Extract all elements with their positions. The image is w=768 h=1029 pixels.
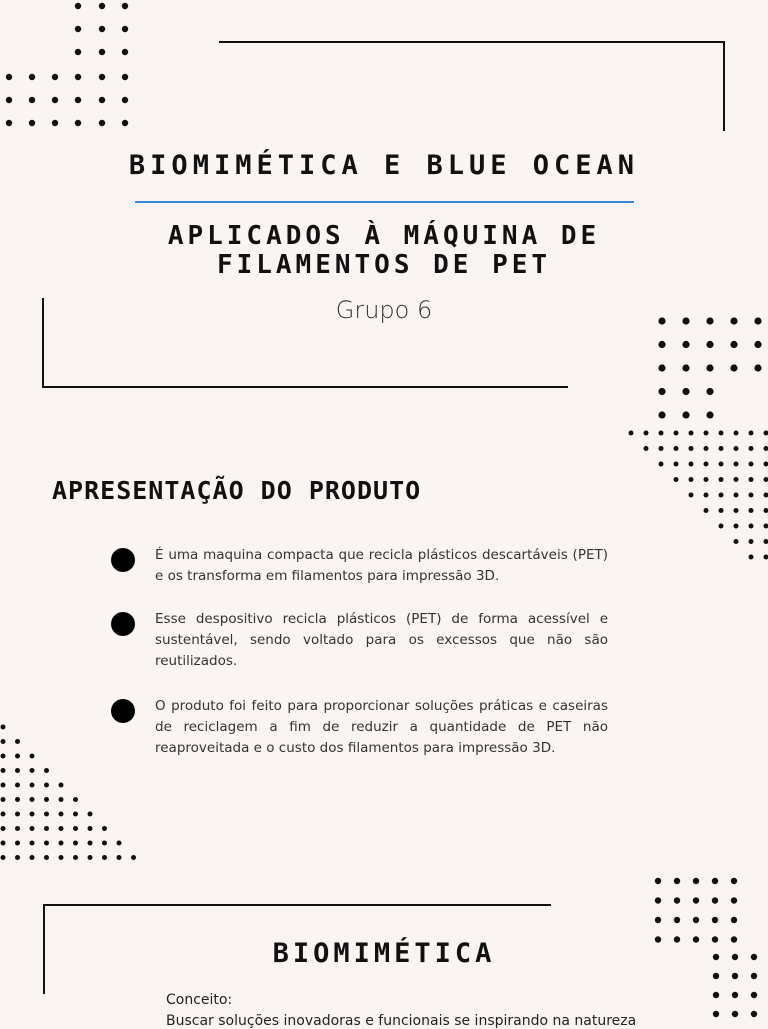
product-item-3: O produto foi feito para proporcionar soluções práticas e caseiras de reciclagem a fim de reduzir a quantidade de PET não reaproveitada e o custo dos filamentos para impressão 3D. — [155, 696, 608, 759]
decor-dot — [706, 388, 713, 395]
decor-dot — [749, 431, 754, 436]
bullet-dot — [111, 699, 135, 723]
decor-dot — [730, 341, 737, 348]
decor-dot — [644, 446, 649, 451]
decor-dot — [689, 493, 694, 498]
decor-dot — [1, 826, 6, 831]
decor-dot — [682, 411, 689, 418]
decor-dot — [44, 855, 49, 860]
decor-dot — [674, 477, 679, 482]
decor-dot — [732, 1011, 738, 1017]
subtitle-line-1: APLICADOS À MÁQUINA DE — [0, 222, 768, 251]
decor-dot — [658, 341, 665, 348]
decor-dot — [749, 524, 754, 529]
decor-dot — [99, 120, 105, 126]
decor-dot — [29, 120, 35, 126]
decor-dot — [30, 754, 35, 759]
decor-dot — [75, 120, 81, 126]
decor-dot — [52, 120, 58, 126]
decor-dot — [764, 446, 768, 451]
decor-dot — [712, 917, 718, 923]
decor-dot — [764, 493, 768, 498]
decor-dot — [659, 462, 664, 467]
decor-dot — [1, 841, 6, 846]
decor-dot — [764, 555, 768, 560]
decor-dot — [6, 120, 12, 126]
product-item-2: Esse despositivo recicla plásticos (PET) de forma acessível e sustentável, sendo voltado para os excessos que não são reutilizados. — [155, 609, 608, 672]
decor-dot — [704, 431, 709, 436]
decor-dot — [712, 878, 718, 884]
decor-dot — [99, 49, 105, 55]
bullet-dot — [111, 548, 135, 572]
decor-dot — [102, 841, 107, 846]
decor-dot — [73, 855, 78, 860]
decor-dot — [88, 826, 93, 831]
concept-text: Buscar soluções inovadoras e funcionais se inspirando na natureza — [166, 1013, 686, 1029]
bullet-dot — [111, 612, 135, 636]
decor-dot — [706, 411, 713, 418]
decor-dot — [6, 74, 12, 80]
decor-dot — [749, 555, 754, 560]
decor-dot — [674, 462, 679, 467]
decor-dot — [719, 493, 724, 498]
decor-dot — [689, 446, 694, 451]
decor-dot — [704, 493, 709, 498]
decor-dot — [682, 388, 689, 395]
decor-dot — [44, 826, 49, 831]
decor-dot — [689, 477, 694, 482]
decor-dot — [754, 364, 761, 371]
decor-dot — [15, 855, 20, 860]
decor-dot — [734, 539, 739, 544]
decor-dot — [751, 992, 757, 998]
decor-dot — [88, 855, 93, 860]
decor-dot — [15, 797, 20, 802]
decor-dot — [719, 524, 724, 529]
decor-dot — [693, 897, 699, 903]
decor-dot — [122, 120, 128, 126]
bottom-frame-line — [43, 904, 551, 906]
decor-dot — [1, 725, 6, 730]
biomimetica-title: BIOMIMÉTICA — [0, 938, 768, 969]
decor-dot — [99, 74, 105, 80]
decor-dot — [730, 364, 737, 371]
decor-dot — [682, 341, 689, 348]
decor-dot — [655, 917, 661, 923]
decor-dot — [30, 783, 35, 788]
decor-dot — [30, 768, 35, 773]
decor-dot — [674, 917, 680, 923]
decor-dot — [59, 783, 64, 788]
decor-dot — [1, 739, 6, 744]
decor-dot — [75, 26, 81, 32]
decor-dot — [749, 446, 754, 451]
decor-dot — [764, 539, 768, 544]
top-frame-line — [219, 41, 725, 43]
decor-dot — [658, 411, 665, 418]
group-label: Grupo 6 — [0, 296, 768, 324]
subtitle-line-2: FILAMENTOS DE PET — [0, 251, 768, 280]
decor-dot — [659, 431, 664, 436]
decor-dot — [30, 797, 35, 802]
decor-dot — [102, 855, 107, 860]
product-item-1: É uma maquina compacta que recicla plásticos descartáveis (PET) e os transforma em filamentos para impressão 3D. — [155, 545, 608, 587]
decor-dot — [73, 841, 78, 846]
decor-dot — [1, 797, 6, 802]
decor-dot — [689, 431, 694, 436]
page-title: BIOMIMÉTICA E BLUE OCEAN — [0, 150, 768, 181]
decor-dot — [59, 841, 64, 846]
decor-dot — [734, 524, 739, 529]
decor-dot — [749, 539, 754, 544]
decor-dot — [6, 97, 12, 103]
decor-dot — [731, 878, 737, 884]
decor-dot — [629, 431, 634, 436]
decor-dot — [749, 477, 754, 482]
decor-dot — [713, 973, 719, 979]
decor-dot — [75, 97, 81, 103]
decor-dot — [713, 1011, 719, 1017]
decor-dot — [88, 841, 93, 846]
decor-dot — [682, 364, 689, 371]
decor-dot — [99, 97, 105, 103]
decor-dot — [764, 524, 768, 529]
decor-dot — [59, 855, 64, 860]
mid-frame-line — [42, 386, 568, 388]
decor-dot — [122, 3, 128, 9]
decor-dot — [44, 812, 49, 817]
decor-dot — [704, 477, 709, 482]
decor-dot — [30, 841, 35, 846]
decor-dot — [29, 74, 35, 80]
decor-dot — [122, 74, 128, 80]
decor-dot — [73, 826, 78, 831]
decor-dot — [117, 841, 122, 846]
decor-dot — [1, 754, 6, 759]
decor-dot — [1, 783, 6, 788]
decor-dot — [734, 446, 739, 451]
decor-dot — [44, 768, 49, 773]
decor-dot — [44, 841, 49, 846]
decor-dot — [30, 826, 35, 831]
decor-dot — [764, 477, 768, 482]
decor-dot — [73, 797, 78, 802]
decor-dot — [73, 812, 78, 817]
decor-dot — [749, 493, 754, 498]
decor-dot — [1, 855, 6, 860]
decor-dot — [732, 992, 738, 998]
concept-label: Conceito: — [166, 992, 232, 1008]
decor-dot — [59, 812, 64, 817]
decor-dot — [704, 446, 709, 451]
decor-dot — [749, 462, 754, 467]
decor-dot — [122, 26, 128, 32]
decor-dot — [75, 3, 81, 9]
decor-dot — [734, 508, 739, 513]
decor-dot — [15, 812, 20, 817]
decor-dot — [751, 1011, 757, 1017]
decor-dot — [44, 783, 49, 788]
decor-dot — [693, 878, 699, 884]
decor-dot — [719, 477, 724, 482]
decor-dot — [719, 462, 724, 467]
decor-dot — [131, 855, 136, 860]
decor-dot — [15, 768, 20, 773]
decor-dot — [99, 26, 105, 32]
decor-dot — [644, 431, 649, 436]
page-subtitle — [0, 222, 768, 280]
decor-dot — [15, 841, 20, 846]
decor-dot — [655, 878, 661, 884]
decor-dot — [59, 797, 64, 802]
decor-dot — [704, 462, 709, 467]
decor-dot — [30, 812, 35, 817]
decor-dot — [764, 431, 768, 436]
decor-dot — [706, 364, 713, 371]
decor-dot — [59, 826, 64, 831]
decor-dot — [674, 446, 679, 451]
decor-dot — [75, 74, 81, 80]
decor-dot — [764, 508, 768, 513]
decor-dot — [44, 797, 49, 802]
decor-dot — [658, 364, 665, 371]
decor-dot — [764, 462, 768, 467]
decor-dot — [734, 477, 739, 482]
decor-dot — [732, 973, 738, 979]
decor-dot — [706, 341, 713, 348]
decor-dot — [15, 739, 20, 744]
decor-dot — [29, 97, 35, 103]
decor-dot — [719, 508, 724, 513]
decor-dot — [749, 508, 754, 513]
decor-dot — [719, 431, 724, 436]
decor-dot — [122, 97, 128, 103]
decor-dot — [713, 992, 719, 998]
decor-dot — [655, 897, 661, 903]
decor-dot — [734, 462, 739, 467]
title-underline — [135, 201, 634, 203]
decor-dot — [117, 855, 122, 860]
decor-dot — [719, 446, 724, 451]
decor-dot — [689, 462, 694, 467]
decor-dot — [754, 341, 761, 348]
decor-dot — [1, 812, 6, 817]
decor-dot — [99, 3, 105, 9]
decor-dot — [674, 878, 680, 884]
decor-dot — [659, 446, 664, 451]
decor-dot — [88, 812, 93, 817]
decor-dot — [15, 783, 20, 788]
decor-dot — [1, 768, 6, 773]
decor-dot — [658, 388, 665, 395]
decor-dot — [15, 754, 20, 759]
decor-dot — [102, 826, 107, 831]
decor-dot — [52, 97, 58, 103]
decor-dot — [712, 897, 718, 903]
decor-dot — [15, 826, 20, 831]
decor-dot — [75, 49, 81, 55]
decor-dot — [52, 74, 58, 80]
product-section-title: APRESENTAÇÃO DO PRODUTO — [52, 476, 421, 505]
decor-dot — [734, 431, 739, 436]
decor-dot — [674, 897, 680, 903]
decor-dot — [30, 855, 35, 860]
decor-dot — [731, 917, 737, 923]
decor-dot — [704, 508, 709, 513]
decor-dot — [122, 49, 128, 55]
decor-dot — [731, 897, 737, 903]
decor-dot — [693, 917, 699, 923]
decor-dot — [751, 973, 757, 979]
decor-dot — [734, 493, 739, 498]
decor-dot — [674, 431, 679, 436]
top-frame-vertical — [723, 41, 725, 131]
